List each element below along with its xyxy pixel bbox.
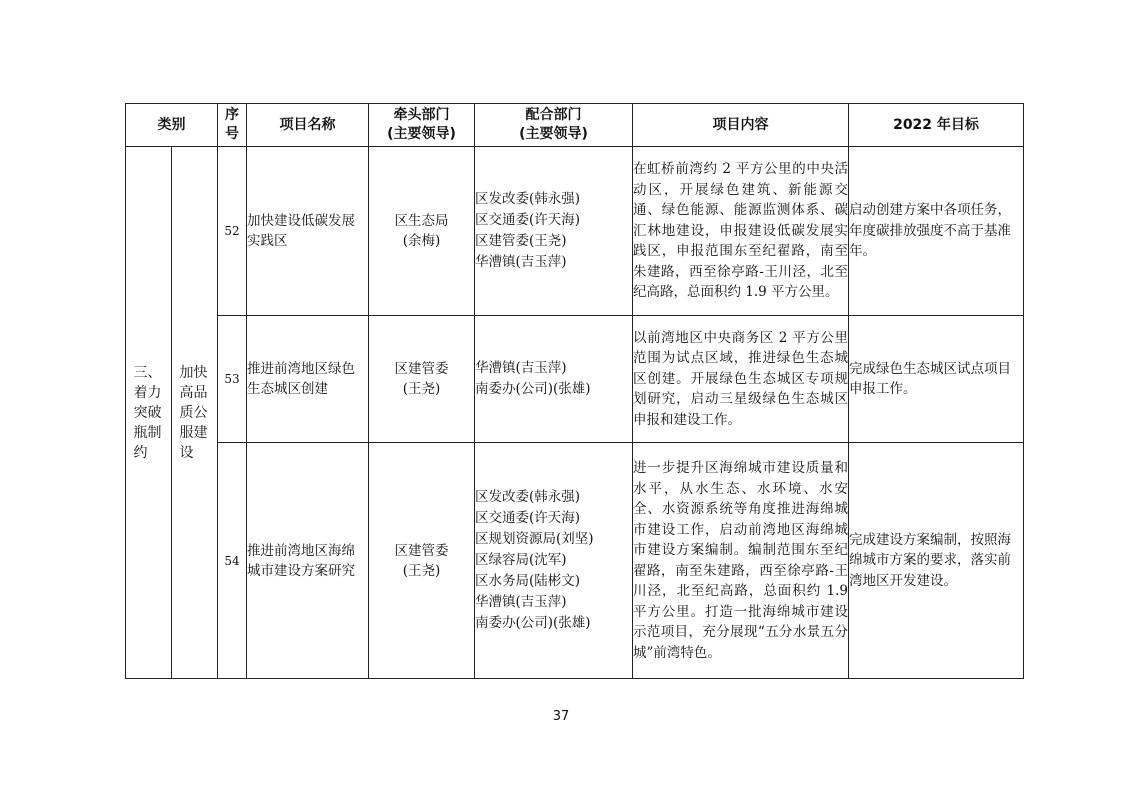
coop-dept-item: 华漕镇(吉玉萍)	[475, 360, 567, 376]
header-goal: 2022 年目标	[849, 104, 1024, 147]
row-coop-dept	[475, 147, 633, 316]
row-coop-dept	[475, 443, 633, 679]
table-row	[126, 147, 1024, 316]
header-category: 类别	[126, 104, 218, 147]
header-lead-dept	[369, 104, 475, 147]
coop-dept-item: 区发改委(韩永强)	[475, 489, 581, 505]
category-level1: 三、着力突破瓶制约	[133, 364, 162, 461]
lead-dept-name: 区生态局	[394, 213, 449, 229]
row-goal: 启动创建方案中各项任务，年度碳排放强度不高于基准年。	[849, 147, 1024, 316]
row-project-name: 推进前湾地区绿色生态城区创建	[247, 316, 369, 443]
table-row	[126, 316, 1024, 443]
header-coop-dept	[475, 104, 633, 147]
row-seq: 54	[218, 443, 247, 679]
header-content: 项目内容	[633, 104, 849, 147]
header-seq	[218, 104, 247, 147]
header-coop-line1: 配合部门	[525, 107, 582, 123]
row-lead-dept	[369, 316, 475, 443]
coop-dept-item: 华漕镇(吉玉萍)	[475, 594, 567, 610]
row-content: 进一步提升区海绵城市建设质量和水平，从水生态、水环境、水安全、水资源系统等角度推进海绵城市建设工作，启动前湾地区海绵城市建设方案编制。编制范围东至纪翟路，南至朱建路，西至徐亭路-王川泾，北至纪高路，总面积约 1.9 平方公里。打造一批海绵城市建设示范项目，充分展现“五分水景五分城”前湾特色。	[633, 443, 849, 679]
lead-dept-leader: (余梅)	[402, 233, 441, 249]
table-row	[126, 443, 1024, 679]
coop-dept-item: 区规划资源局(刘坚)	[475, 531, 594, 547]
page-number: 37	[552, 709, 570, 724]
row-content: 在虹桥前湾约 2 平方公里的中央活动区，开展绿色建筑、新能源交通、绿色能源、能源监测体系、碳汇林地建设，申报建设低碳发展实践区，申报范围东至纪翟路，南至朱建路，西至徐亭路-王川泾，北至纪高路，总面积约 1.9 平方公里。	[633, 147, 849, 316]
row-seq: 53	[218, 316, 247, 443]
header-seq-line1: 序	[225, 107, 239, 123]
lead-dept-leader: (王尧)	[402, 381, 441, 397]
coop-dept-item: 南委办(公司)(张雄)	[475, 381, 591, 397]
row-project-name: 加快建设低碳发展实践区	[247, 147, 369, 316]
row-lead-dept	[369, 443, 475, 679]
row-content: 以前湾地区中央商务区 2 平方公里范围为试点区域，推进绿色生态城区创建。开展绿色生态城区专项规划研究，启动三星级绿色生态城区申报和建设工作。	[633, 316, 849, 443]
row-lead-dept	[369, 147, 475, 316]
header-lead-line1: 牵头部门	[393, 107, 450, 123]
row-seq: 52	[218, 147, 247, 316]
lead-dept-name: 区建管委	[394, 361, 449, 377]
row-coop-dept	[475, 316, 633, 443]
table-header-row	[126, 104, 1024, 147]
category-level2-cell	[172, 147, 218, 679]
lead-dept-name: 区建管委	[394, 542, 449, 559]
row-project-name: 推进前湾地区海绵城市建设方案研究	[247, 443, 369, 679]
coop-dept-item: 区绿容局(沈军)	[475, 552, 567, 568]
coop-dept-item: 区交通委(许天海)	[475, 510, 581, 526]
coop-dept-item: 南委办(公司)(张雄)	[475, 615, 591, 631]
header-seq-line2: 号	[225, 126, 239, 142]
category-level1-cell	[126, 147, 172, 679]
coop-dept-item: 区水务局(陆彬文)	[475, 573, 581, 589]
lead-dept-leader: (王尧)	[402, 562, 441, 579]
row-goal: 完成绿色生态城区试点项目申报工作。	[849, 316, 1024, 443]
coop-dept-item: 区发改委(韩永强)	[475, 191, 581, 207]
row-goal: 完成建设方案编制，按照海绵城市方案的要求，落实前湾地区开发建设。	[849, 443, 1024, 679]
header-lead-line2: (主要领导)	[387, 126, 456, 142]
header-coop-line2: (主要领导)	[519, 126, 588, 142]
coop-dept-item: 区建管委(王尧)	[475, 233, 567, 249]
project-table	[125, 103, 1024, 679]
header-project-name: 项目名称	[247, 104, 369, 147]
coop-dept-item: 区交通委(许天海)	[475, 212, 581, 228]
coop-dept-item: 华漕镇(吉玉萍)	[475, 254, 567, 270]
category-level2: 加快高品质公服建设	[179, 364, 208, 461]
